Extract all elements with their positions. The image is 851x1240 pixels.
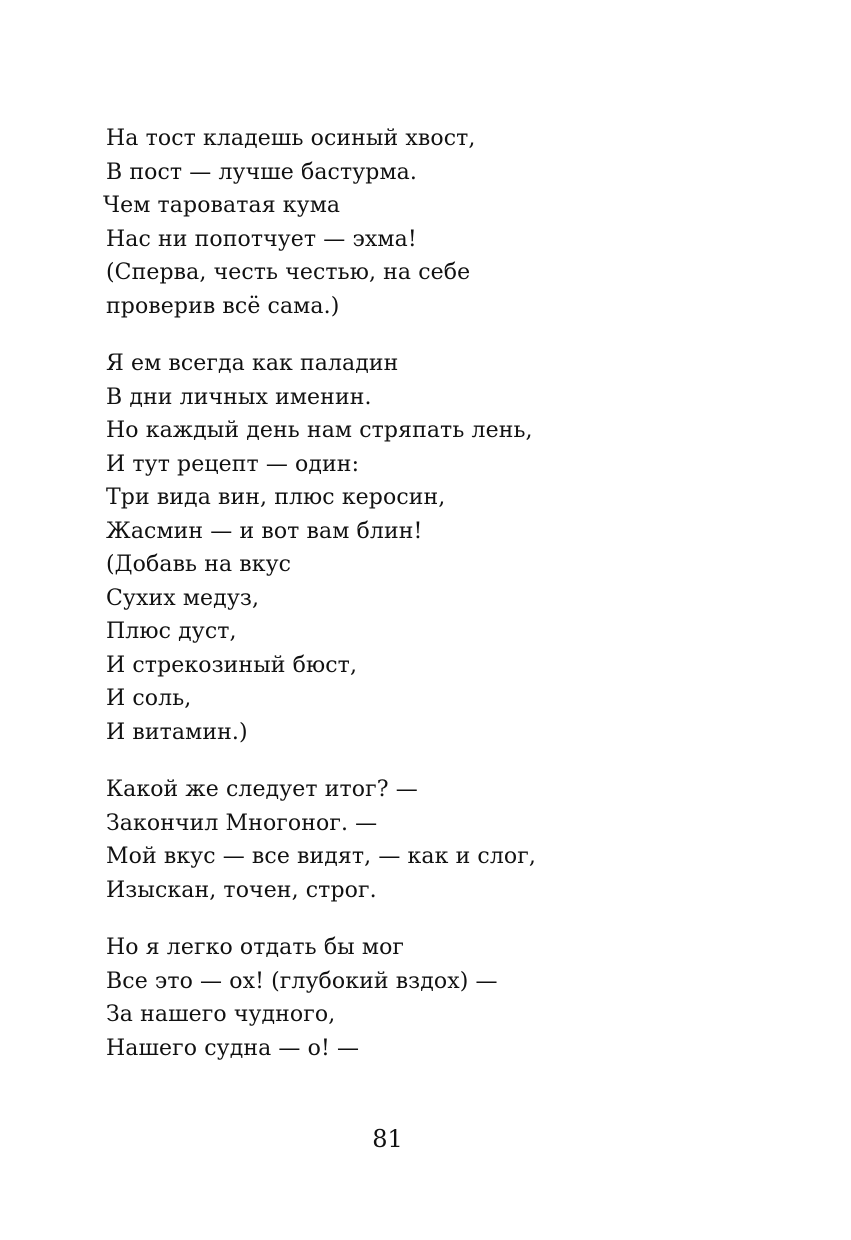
poem-line: (Сперва, честь честью, на себе: [106, 260, 471, 285]
page-number: 81: [372, 1125, 403, 1153]
stanza-3: [106, 773, 806, 907]
poem-line: Жасмин — и вот вам блин!: [106, 518, 423, 544]
poem-line: За нашего чудного,: [106, 1002, 336, 1027]
poem-line: Но я легко отдать бы мог: [106, 935, 405, 960]
stanza-2: [106, 347, 806, 749]
stanza-1: [103, 122, 806, 323]
poem-line: И тут рецепт — один:: [106, 451, 360, 477]
poem-line: Нашего судна — о! —: [106, 1035, 360, 1061]
poem-line: Три вида вин, плюс керосин,: [106, 485, 446, 510]
poem-line: проверив всё сама.): [106, 293, 340, 319]
poem-line: Чем тароватая кума: [103, 193, 341, 218]
poem-line: И стрекозиный бюст,: [106, 652, 358, 678]
poem-line: Мой вкус — все видят, — как и слог,: [106, 844, 536, 869]
poem-line: Нас ни попотчует — эхма!: [106, 226, 417, 252]
poem-line: На тост кладешь осиный хвост,: [106, 126, 476, 151]
poem-line: В дни личных именин.: [106, 384, 372, 410]
poem-line: Все это — ох! (глубокий вздох) —: [106, 968, 498, 994]
poem-line: Плюс дуст,: [106, 619, 237, 644]
poem-text: [103, 122, 806, 1089]
poem-line: Сухих медуз,: [106, 585, 260, 611]
poem-line: И соль,: [106, 686, 192, 711]
poem-line: Но каждый день нам стряпать лень,: [106, 418, 533, 443]
poem-line: (Добавь на вкус: [106, 552, 292, 577]
poem-line: Какой же следует итог? —: [106, 777, 418, 802]
stanza-4: [106, 931, 806, 1065]
poem-line: Изыскан, точен, строг.: [106, 877, 377, 903]
poem-line: Закончил Многоног. —: [106, 810, 378, 836]
poem-line: Я ем всегда как паладин: [106, 351, 399, 376]
poem-line: В пост — лучше бастурма.: [106, 159, 417, 185]
poem-line: И витамин.): [106, 719, 248, 745]
